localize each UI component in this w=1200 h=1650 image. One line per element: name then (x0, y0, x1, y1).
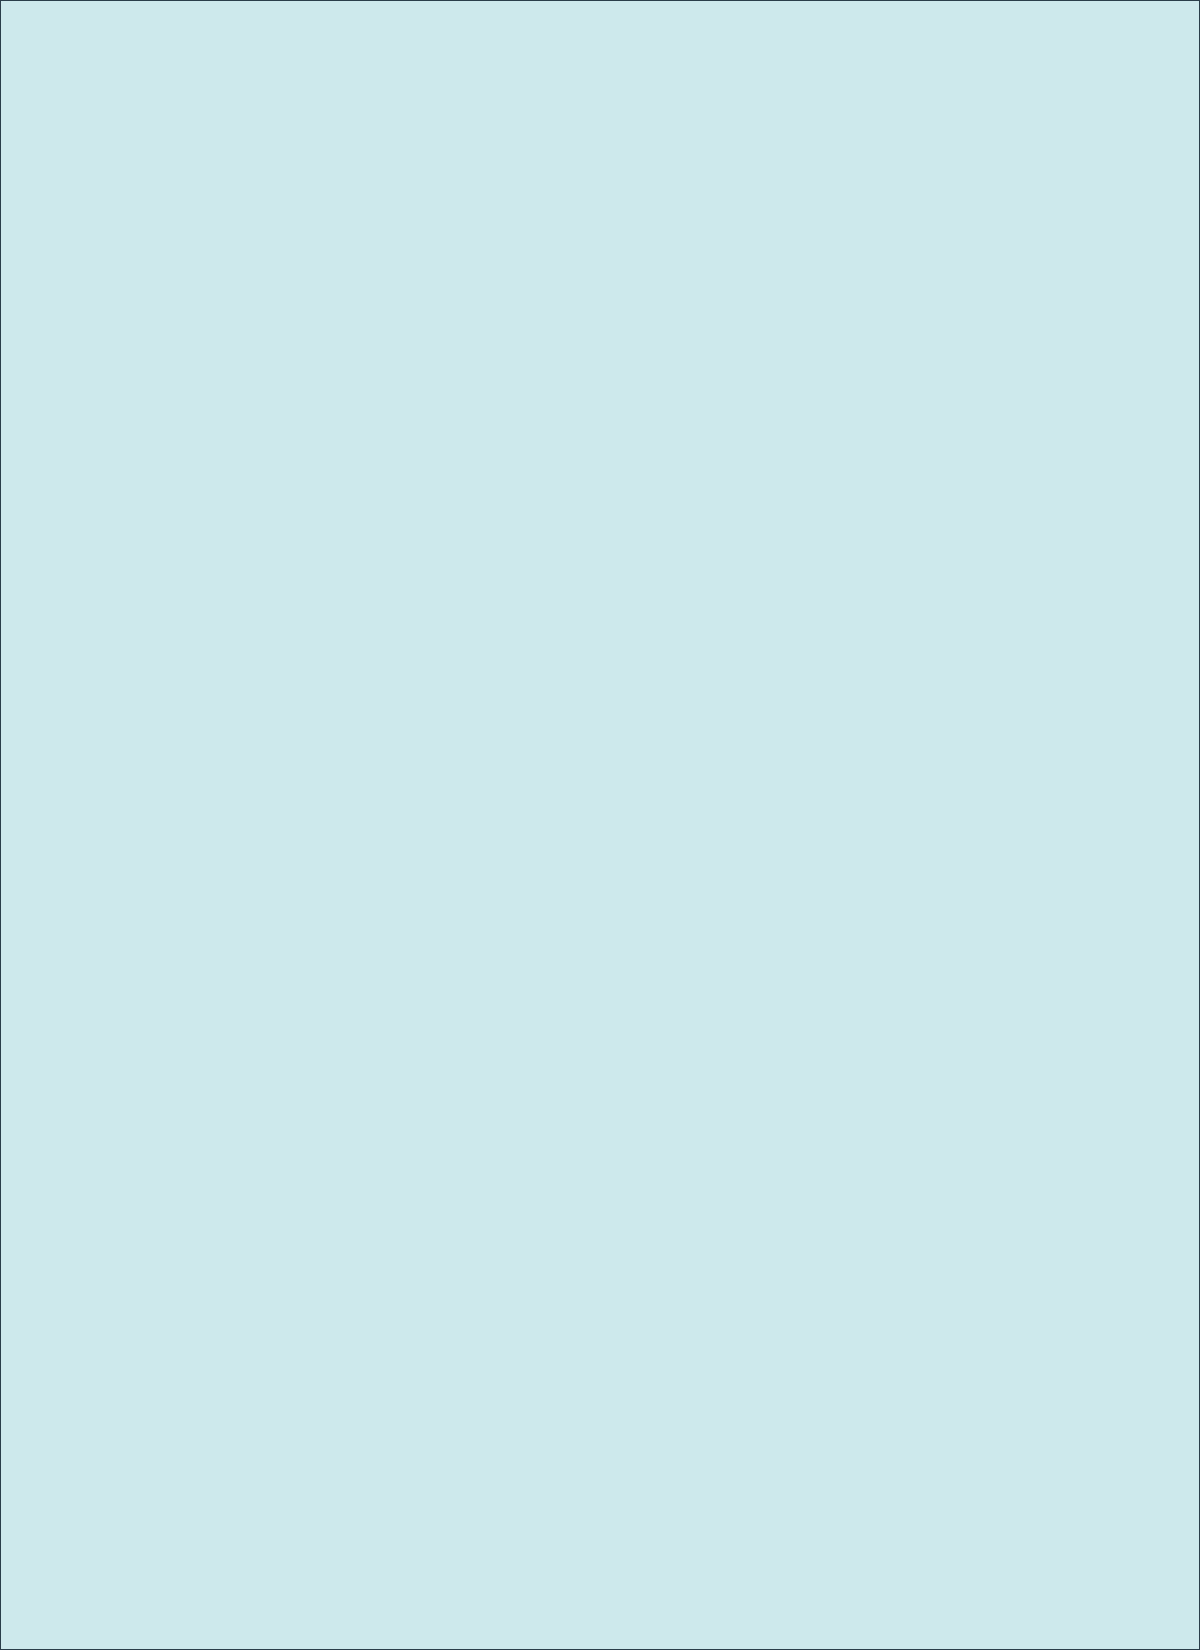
snowflake-pattern-bottom-icon (880, 1320, 1200, 1650)
snowflake-pattern-top-icon (880, 0, 1200, 200)
